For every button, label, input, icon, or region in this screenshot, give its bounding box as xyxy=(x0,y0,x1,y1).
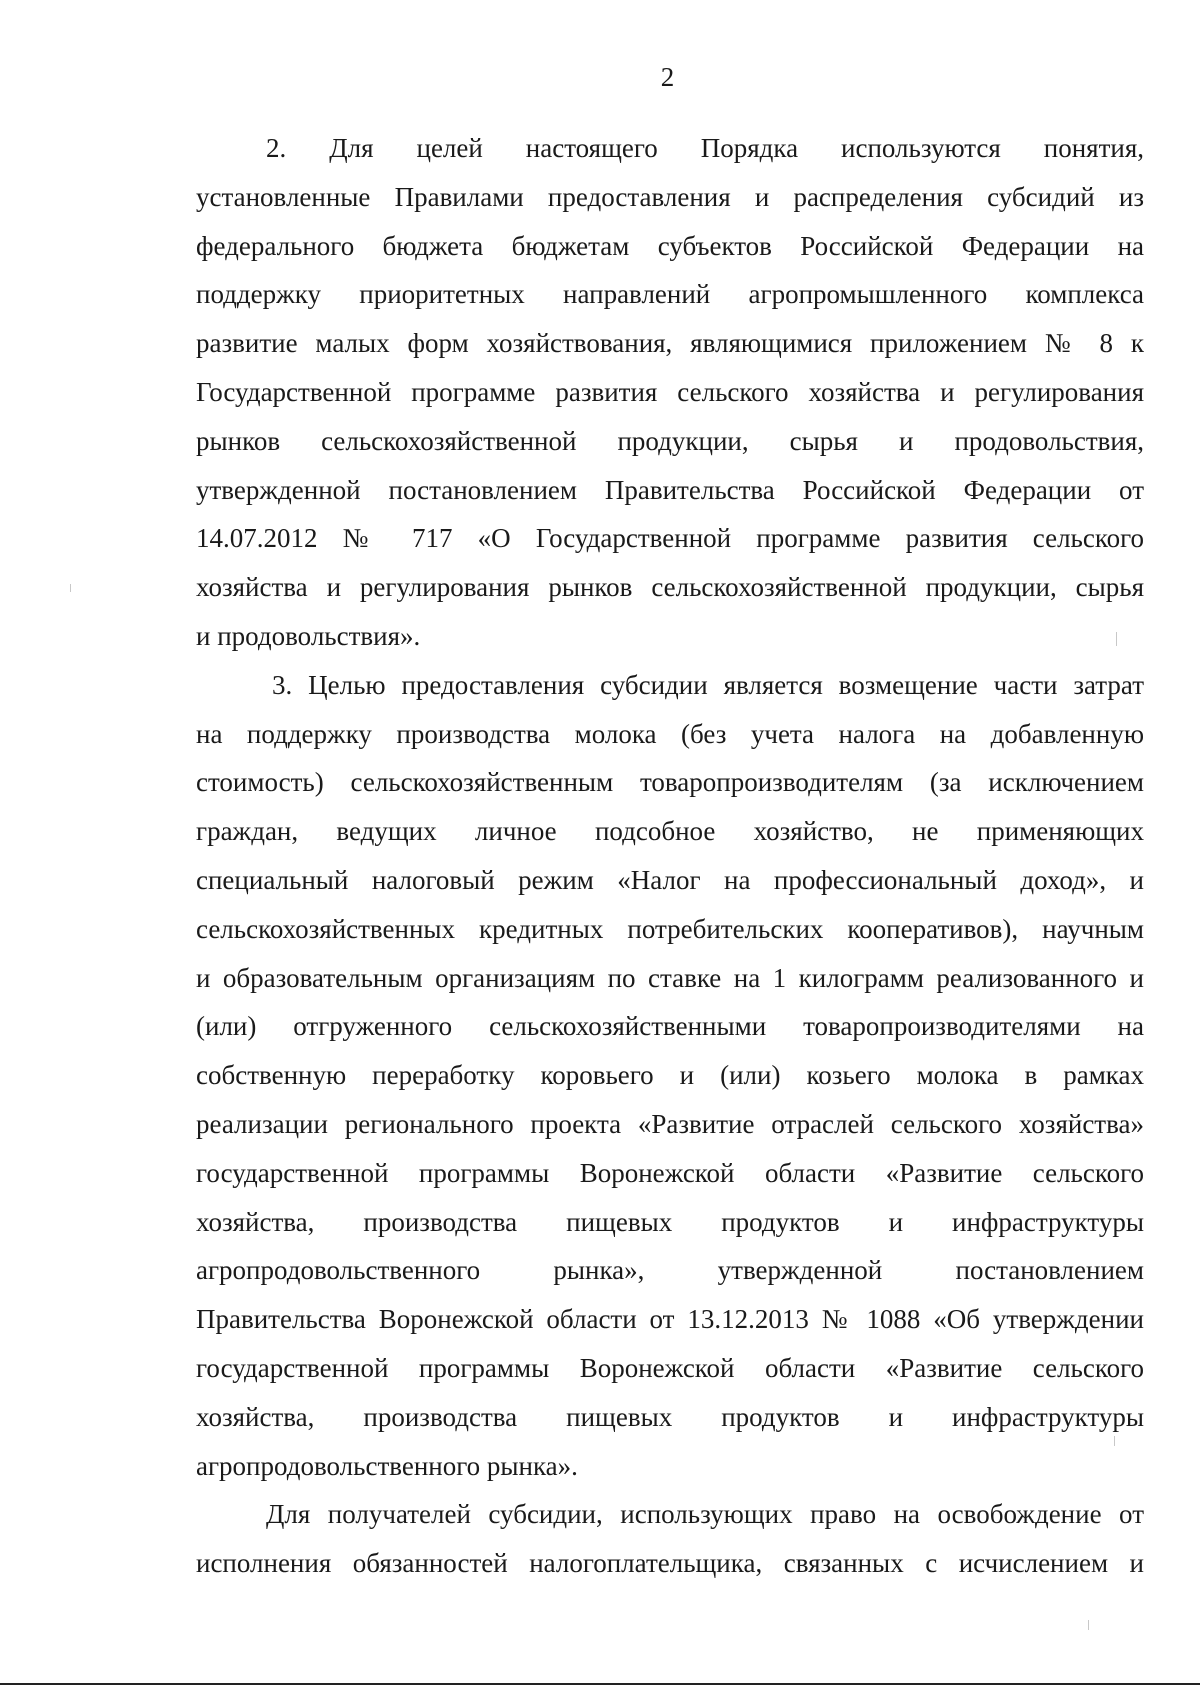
text-line: стоимость) сельскохозяйственным товаропроизводителям (за исключением xyxy=(196,767,1144,798)
text-line: хозяйства и регулирования рынков сельскохозяйственной продукции, сырья xyxy=(196,572,1144,603)
text-line: государственной программы Воронежской области «Развитие сельского xyxy=(196,1157,1144,1188)
text-line: собственную переработку коровьего и (или) козьего молока в рамках xyxy=(196,1060,1144,1091)
text-line: и образовательным организациям по ставке на 1 килограмм реализованного и xyxy=(196,962,1144,993)
body-text xyxy=(196,124,1144,1588)
page-bottom-rule xyxy=(0,1683,1200,1685)
text-line: Для получателей субсидии, использующих право на освобождение от xyxy=(266,1499,1144,1530)
text-line: на поддержку производства молока (без учета налога на добавленную xyxy=(196,718,1144,749)
text-line: хозяйства, производства пищевых продуктов и инфраструктуры xyxy=(196,1206,1144,1237)
scan-speck xyxy=(1114,1436,1115,1446)
text-line: поддержку приоритетных направлений агропромышленного комплекса xyxy=(196,279,1144,310)
text-line: и продовольствия». xyxy=(196,620,421,651)
scan-speck xyxy=(70,584,71,592)
text-line: развитие малых форм хозяйствования, являющимися приложением № 8 к xyxy=(196,328,1144,359)
text-line: 3. Целью предоставления субсидии является возмещение части затрат xyxy=(272,669,1144,700)
page-number: 2 xyxy=(660,62,675,92)
text-line: Правительства Воронежской области от 13.12.2013 № 1088 «Об утверждении xyxy=(196,1304,1144,1335)
text-line: 2. Для целей настоящего Порядка используются понятия, xyxy=(266,133,1144,163)
text-line: государственной программы Воронежской области «Развитие сельского xyxy=(196,1352,1144,1383)
text-line: граждан, ведущих личное подсобное хозяйство, не применяющих xyxy=(196,816,1144,847)
text-line: Государственной программе развития сельского хозяйства и регулирования xyxy=(196,376,1144,407)
text-line: утвержденной постановлением Правительства Российской Федерации от xyxy=(196,474,1144,505)
text-line: специальный налоговый режим «Налог на профессиональный доход», и xyxy=(196,864,1144,895)
text-line: исполнения обязанностей налогоплательщика, связанных с исчислением и xyxy=(196,1548,1144,1579)
text-line: (или) отгруженного сельскохозяйственными товаропроизводителями на xyxy=(196,1011,1144,1042)
scan-speck xyxy=(1088,1620,1089,1630)
text-line: агропродовольственного рынка», утвержденной постановлением xyxy=(196,1255,1144,1286)
text-line: реализации регионального проекта «Развитие отраслей сельского хозяйства» xyxy=(196,1108,1144,1139)
text-line: федерального бюджета бюджетам субъектов Российской Федерации на xyxy=(196,230,1144,261)
text-line: агропродовольственного рынка». xyxy=(196,1450,578,1481)
text-line: рынков сельскохозяйственной продукции, сырья и продовольствия, xyxy=(196,425,1144,456)
text-line: хозяйства, производства пищевых продуктов и инфраструктуры xyxy=(196,1401,1144,1432)
text-line: сельскохозяйственных кредитных потребительских кооперативов), научным xyxy=(196,913,1144,944)
scan-speck xyxy=(1116,632,1117,646)
text-line: установленные Правилами предоставления и распределения субсидий из xyxy=(196,181,1144,212)
text-line: 14.07.2012 № 717 «О Государственной программе развития сельского xyxy=(196,523,1144,554)
